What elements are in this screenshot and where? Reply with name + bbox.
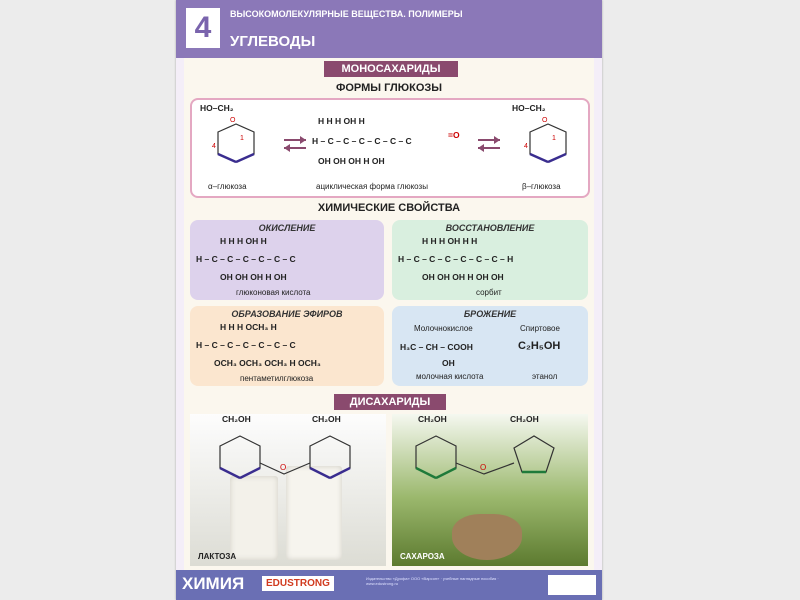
lactic-acid-formula: H₃C – CH – COOH [400, 342, 473, 352]
lactic-acid-name: молочная кислота [416, 372, 484, 381]
acyclic-aldehyde: =O [448, 130, 460, 140]
lactose-structure [198, 418, 378, 498]
esters-box [190, 306, 384, 386]
lactic-acid-oh: OH [442, 358, 455, 368]
equilibrium-arrows-left [280, 134, 310, 154]
poster [176, 0, 602, 600]
beta-ring-top: HO–CH₂ [512, 103, 546, 113]
reduction-main-chain: H – C – C – C – C – C – C – H [398, 254, 514, 264]
oxidation-box [190, 220, 384, 300]
esters-title: ОБРАЗОВАНИЕ ЭФИРОВ [231, 309, 343, 319]
alcohol-fermentation-label: Спиртовое [520, 324, 560, 333]
corner-logo [548, 575, 596, 595]
alpha-glucose-ring [196, 102, 276, 182]
acyclic-main-chain: H – C – C – C – C – C – C [312, 136, 412, 146]
reduction-top-row: H H H OH H H [422, 236, 478, 246]
equilibrium-arrows-right [474, 134, 504, 154]
brand-title: ХИМИЯ [182, 574, 245, 593]
oxidation-top-row: H H H OH H [220, 236, 267, 246]
glucose-forms-box [190, 98, 590, 198]
acyclic-bottom-row: OH OH OH H OH [318, 156, 385, 166]
sugar-beet-root [452, 514, 522, 560]
oxidation-bottom-row: OH OH OH H OH [220, 272, 287, 282]
alpha-glucose-label: α–глюкоза [208, 182, 247, 191]
beta-glucose-label: β–глюкоза [522, 182, 561, 191]
lactose-label: ЛАКТОЗА [198, 552, 237, 561]
sucrose-photo [392, 414, 588, 566]
svg-text:4: 4 [524, 143, 528, 150]
beta-glucose-ring [508, 102, 588, 182]
oxidation-main-chain: H – C – C – C – C – C – C [196, 254, 296, 264]
reduction-caption: сорбит [476, 288, 502, 297]
chemical-properties-heading: ХИМИЧЕСКИЕ СВОЙСТВА [317, 202, 461, 214]
monosaccharides-banner: МОНОСАХАРИДЫ [324, 61, 458, 77]
sucrose-ring-top-1: CH₂OH [418, 414, 447, 424]
lactose-ring-top-1: CH₂OH [222, 414, 251, 424]
alpha-ring-top: HO–CH₂ [200, 103, 234, 113]
reduction-bottom-row: OH OH OH H OH OH [422, 272, 504, 282]
acyclic-top-row: H H H OH H [318, 116, 365, 126]
ethanol-name: этанол [532, 372, 558, 381]
svg-text:O: O [280, 463, 287, 472]
lactose-ring-top-2: CH₂OH [312, 414, 341, 424]
esters-top-row: H H H OCH₃ H [220, 322, 277, 332]
esters-main-chain: H – C – C – C – C – C – C [196, 340, 296, 350]
chapter-number: 4 [186, 8, 220, 48]
sucrose-ring-top-2: CH₂OH [510, 414, 539, 424]
content-area [184, 58, 594, 570]
oxidation-title: ОКИСЛЕНИЕ [258, 223, 316, 233]
ethanol-formula: C₂H₅OH [518, 340, 561, 352]
publisher-logo: EDUSTRONG [262, 576, 334, 591]
sucrose-structure [396, 418, 584, 498]
disaccharides-banner: ДИСАХАРИДЫ [334, 394, 446, 410]
esters-caption: пентаметилглюкоза [240, 374, 314, 383]
glucose-forms-heading: ФОРМЫ ГЛЮКОЗЫ [335, 82, 443, 94]
sucrose-label: САХАРОЗА [400, 552, 445, 561]
footer-bar [176, 570, 602, 600]
esters-bottom-row: OCH₃ OCH₃ OCH₃ H OCH₃ [214, 358, 321, 368]
svg-text:O: O [230, 117, 236, 124]
oxidation-caption: глюконовая кислота [236, 288, 311, 297]
reduction-title: ВОССТАНОВЛЕНИЕ [445, 223, 535, 233]
poster-subtitle: ВЫСОКОМОЛЕКУЛЯРНЫЕ ВЕЩЕСТВА. ПОЛИМЕРЫ [230, 9, 463, 19]
svg-text:O: O [542, 117, 548, 124]
poster-title: УГЛЕВОДЫ [230, 33, 316, 50]
reduction-box [392, 220, 588, 300]
svg-text:O: O [480, 463, 487, 472]
svg-text:1: 1 [552, 135, 556, 142]
footer-fine-print: Издательство «Дрофа» ООО «Варсон» · учебные наглядные пособия · www.edustrong.ru [366, 576, 499, 586]
svg-text:1: 1 [240, 135, 244, 142]
fermentation-box [392, 306, 588, 386]
lactose-photo [190, 414, 386, 566]
svg-text:4: 4 [212, 143, 216, 150]
header-bar [176, 0, 602, 58]
fermentation-title: БРОЖЕНИЕ [463, 309, 517, 319]
acyclic-glucose-label: ациклическая форма глюкозы [316, 182, 428, 191]
lactic-fermentation-label: Молочнокислое [414, 324, 473, 333]
